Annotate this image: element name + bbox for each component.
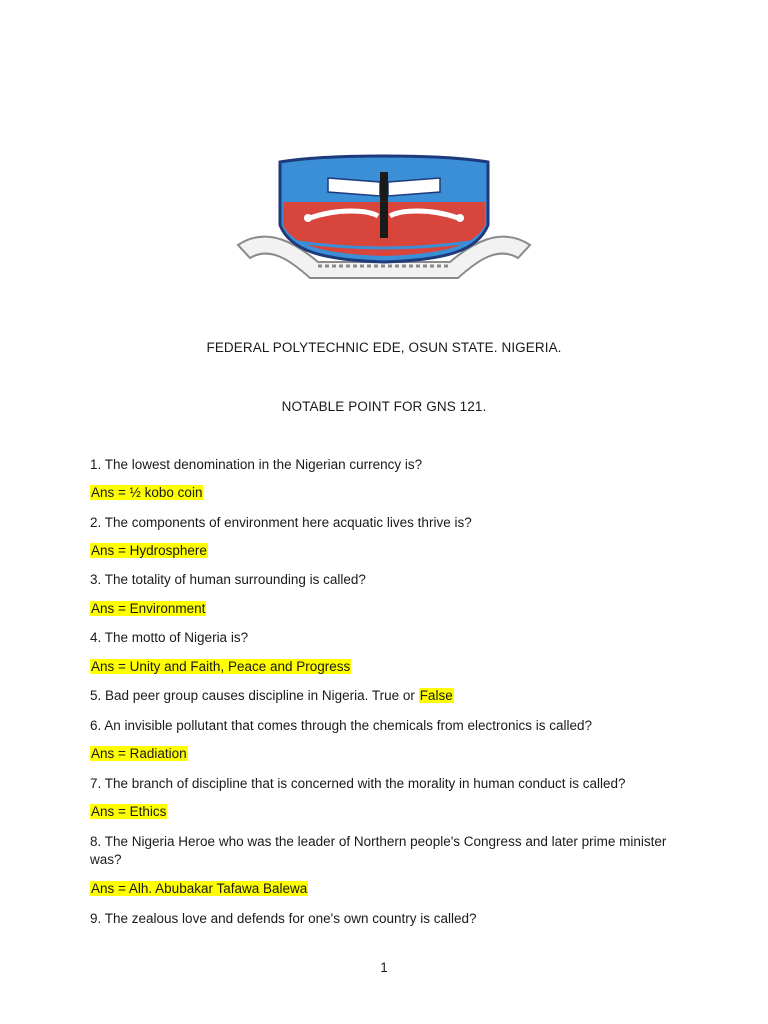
answer-highlight: Ans = Hydrosphere — [91, 543, 207, 558]
book-left — [328, 178, 380, 196]
answer-6 — [90, 745, 690, 763]
answer-highlight: Ans = Unity and Faith, Peace and Progress — [91, 659, 351, 674]
question-1: 1. The lowest denomination in the Nigerian currency is? — [90, 457, 423, 472]
course-title: NOTABLE POINT FOR GNS 121. — [281, 399, 487, 414]
school-title: FEDERAL POLYTECHNIC EDE, OSUN STATE. NIGERIA. — [206, 340, 562, 355]
question-5-text: 5. Bad peer group causes discipline in Nigeria. True or — [90, 688, 419, 703]
answer-2 — [90, 542, 690, 560]
answer-1 — [90, 484, 690, 502]
answer-highlight: Ans = Environment — [91, 601, 206, 616]
question-8: 8. The Nigeria Heroe who was the leader of Northern people's Congress and later prime minister was? — [90, 834, 667, 867]
left-knob — [304, 214, 312, 222]
question-5 — [90, 687, 690, 705]
book-right — [388, 178, 440, 196]
page-number: 1 — [380, 960, 388, 975]
institution-crest-logo — [228, 150, 540, 300]
answer-8 — [90, 880, 690, 898]
question-2: 2. The components of environment here acquatic lives thrive is? — [90, 515, 472, 530]
answer-highlight: Ans = Alh. Abubakar Tafawa Balewa — [91, 881, 308, 896]
answer-7 — [90, 803, 690, 821]
answer-highlight: Ans = ½ kobo coin — [91, 485, 203, 500]
question-9: 9. The zealous love and defends for one's own country is called? — [90, 911, 477, 926]
question-3: 3. The totality of human surrounding is called? — [90, 572, 366, 587]
answer-highlight: False — [419, 688, 453, 703]
answer-3 — [90, 600, 690, 618]
answer-highlight: Ans = Radiation — [91, 746, 187, 761]
question-6: 6. An invisible pollutant that comes through the chemicals from electronics is called? — [90, 718, 593, 733]
right-knob — [456, 214, 464, 222]
question-4: 4. The motto of Nigeria is? — [90, 630, 249, 645]
question-7: 7. The branch of discipline that is concerned with the morality in human conduct is called? — [90, 776, 626, 791]
answer-4 — [90, 658, 690, 676]
central-torch — [380, 172, 388, 238]
answer-highlight: Ans = Ethics — [91, 804, 167, 819]
